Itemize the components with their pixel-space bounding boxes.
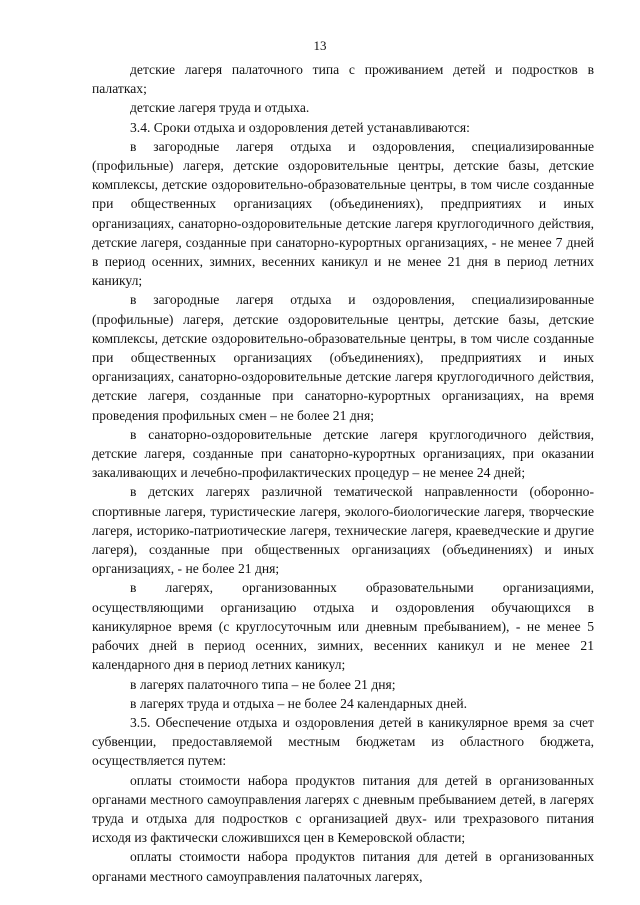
paragraph: в загородные лагеря отдыха и оздоровления, специализированные (профильные) лагеря, детские оздоровительные центры, детские базы, детские комплексы, детские оздоровительно-образовательные центры, в том числе созданные при общественных организациях (объединениях), предприятиях и иных организациях, санаторно-оздоровительные детские лагеря круглогодичного действия, детские лагеря, созданные при санаторно-курортных организациях, на время проведения профильных смен – не более 21 дня; [92,292,594,423]
paragraph: в загородные лагеря отдыха и оздоровления, специализированные (профильные) лагеря, детские оздоровительные центры, детские базы, детские комплексы, детские оздоровительно-образовательные центры, в том числе созданные при общественных организациях (объединениях), предприятиях и иных организациях, санаторно-оздоровительные детские лагеря круглогодичного действия, детские лагеря, созданные при санаторно-курортных организациях, - не менее 7 дней в период осенних, зимних, весенних каникул и не менее 21 дня в период летних каникул; [92,138,594,289]
document-body [92,60,594,886]
paragraph: в лагерях труда и отдыха – не более 24 календарных дней. [130,695,468,711]
paragraph: оплаты стоимости набора продуктов питания для детей в организованных органами местного самоуправления лагерях с дневным пребыванием детей, в лагерях труда и отдыха для подростков с организацией двух- или трехразового питания исходя из фактически сложившихся цен в Кемеровской области; [92,772,594,846]
paragraph: в лагерях палаточного типа – не более 21 дня; [130,676,396,692]
paragraph: в лагерях, организованных образовательными организациями, осуществляющими организацию отдыха и оздоровления обучающихся в каникулярное время (с круглосуточным или дневным пребыванием), - не менее 5 рабочих дней в период осенних, зимних, весенних каникул и не менее 21 календарного дня в период летних каникул; [92,580,594,673]
paragraph: детские лагеря палаточного типа с проживанием детей и подростков в палатках; [92,62,594,97]
page-number: 13 [313,38,327,53]
paragraph: детские лагеря труда и отдыха. [130,100,310,116]
paragraph: 3.4. Сроки отдыха и оздоровления детей устанавливаются: [130,119,470,135]
paragraph: в санаторно-оздоровительные детские лагеря круглогодичного действия, детские лагеря, созданные при санаторно-курортных организациях, при оказании закаливающих и лечебно-профилактических процедур – не менее 24 дней; [92,426,594,481]
paragraph: 3.5. Обеспечение отдыха и оздоровления детей в каникулярное время за счет субвенции, предоставляемой местным бюджетам из областного бюджета, осуществляется путем: [92,714,594,769]
paragraph: оплаты стоимости набора продуктов питания для детей в организованных органами местного самоуправления палаточных лагерях, [92,849,594,884]
paragraph: в детских лагерях различной тематической направленности (оборонно-спортивные лагеря, туристические лагеря, эколого-биологические лагеря, творческие лагеря, историко-патриотические лагеря, технические лагеря, краеведческие и другие лагеря), созданные при общественных организациях (объединениях) и иных организациях, - не более 21 дня; [92,484,594,577]
